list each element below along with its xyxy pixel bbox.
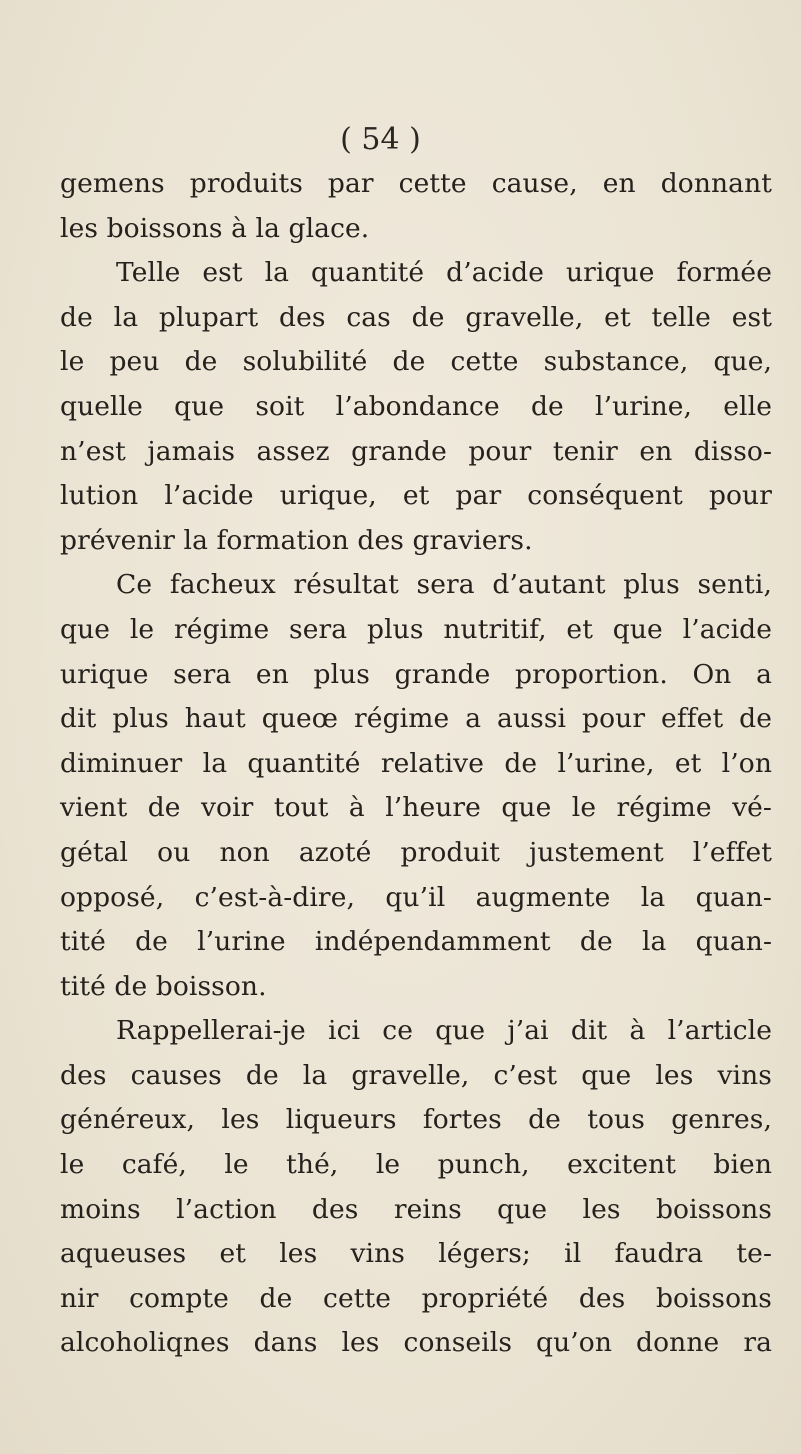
text-line: gemens produits par cette cause, en donnant (60, 168, 772, 199)
text-line: généreux, les liqueurs fortes de tous genres, (60, 1104, 772, 1136)
text-line: tité de l’urine indépendamment de la quan- (60, 926, 772, 958)
text-line: Rappellerai-je ici ce que j’ai dit à l’article (116, 1015, 772, 1047)
text-line: diminuer la quantité relative de l’urine, et l’on (60, 747, 772, 779)
text-line: le café, le thé, le punch, excitent bien (60, 1149, 772, 1181)
text-line: n’est jamais assez grande pour tenir en disso- (60, 435, 772, 467)
text-line: Telle est la quantité d’acide urique formée (116, 257, 772, 289)
page-number: ( 54 ) (340, 122, 421, 157)
text-line: vient de voir tout à l’heure que le régime vé- (60, 792, 772, 824)
text-line: opposé, c’est-à-dire, qu’il augmente la quan- (60, 881, 772, 913)
text-line: que le régime sera plus nutritif, et que l’acide (60, 613, 772, 645)
text-line: prévenir la formation des graviers. (60, 524, 533, 556)
text-line: nir compte de cette propriété des boissons (60, 1282, 772, 1314)
text-line: moins l’action des reins que les boissons (60, 1193, 772, 1225)
text-line: alcoholiqnes dans les conseils qu’on donne ra (60, 1327, 772, 1359)
text-line: le peu de solubilité de cette substance, que, (60, 346, 772, 378)
text-line: dit plus haut queœ régime a aussi pour effet de (60, 703, 772, 735)
text-line: aqueuses et les vins légers; il faudra te- (60, 1238, 772, 1270)
text-line: des causes de la gravelle, c’est que les vins (60, 1059, 772, 1091)
text-line: gétal ou non azoté produit justement l’effet (60, 836, 772, 868)
text-line: urique sera en plus grande proportion. On a (60, 658, 772, 690)
text-line: les boissons à la glace. (60, 212, 370, 244)
text-line: lution l’acide urique, et par conséquent pour (60, 480, 772, 512)
text-line: Ce facheux résultat sera d’autant plus senti, (116, 569, 772, 601)
text-line: de la plupart des cas de gravelle, et telle est (60, 301, 772, 333)
text-line: tité de boisson. (60, 970, 267, 1002)
text-line: quelle que soit l’abondance de l’urine, elle (60, 390, 772, 422)
body-text (60, 162, 772, 1366)
